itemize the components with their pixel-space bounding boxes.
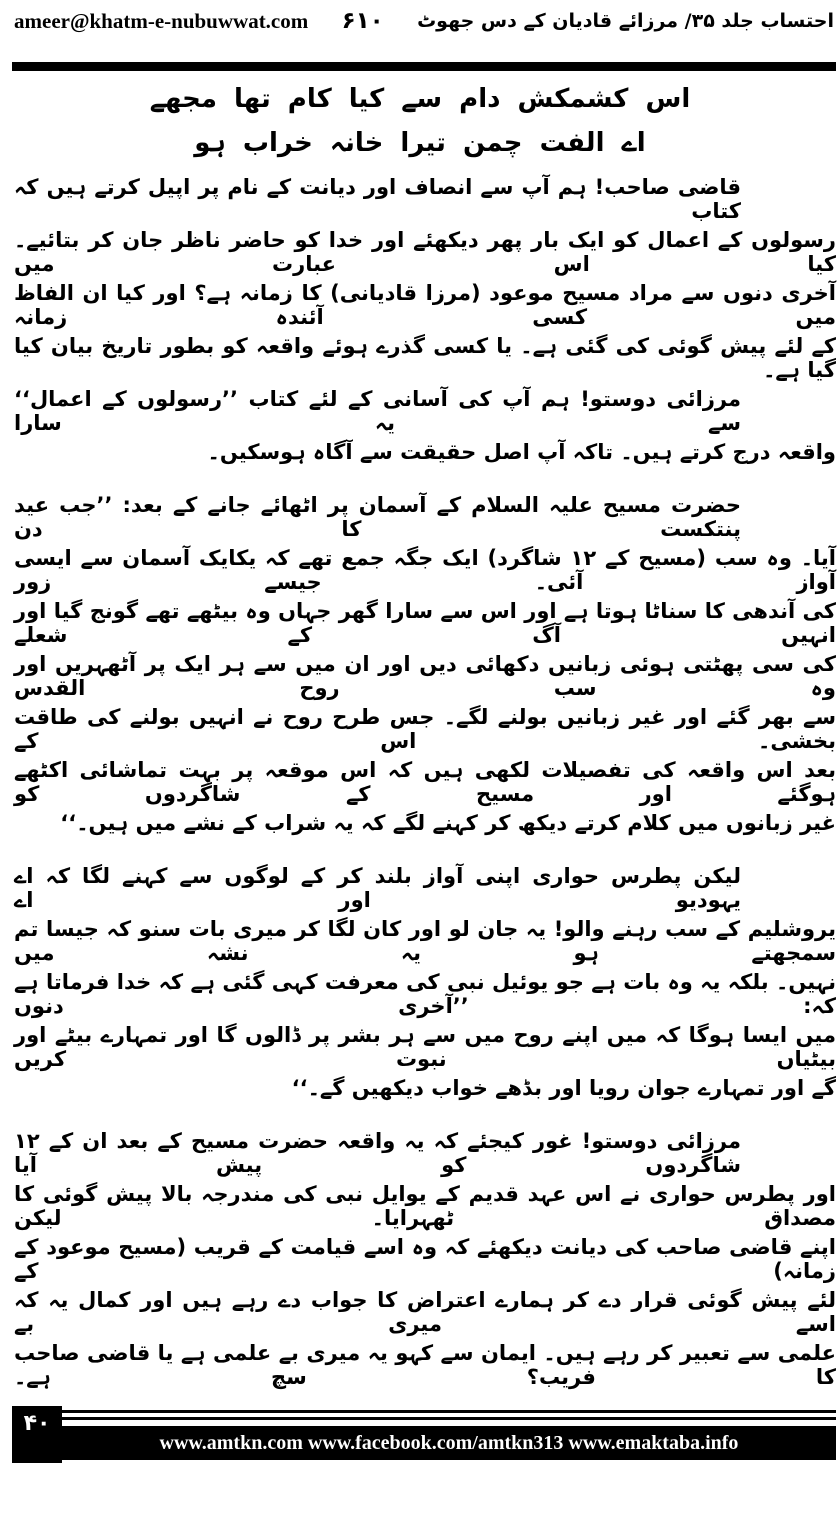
footer-rule	[62, 1417, 836, 1420]
header-page-number: ۶۱۰	[341, 8, 384, 34]
text-line: نہیں۔ بلکہ یہ وہ بات ہے جو یوئیل نبی کی معرفت کہی گئی ہے کہ خدا فرماتا ہے کہ: ’’آخری دنوں	[14, 970, 836, 1018]
paragraph-first-line: قاضی صاحب! ہم آپ سے انصاف اور دیانت کے نام پر اپیل کرتے ہیں کہ کتاب	[14, 175, 741, 223]
text-line: لئے پیش گوئی قرار دے کر ہمارے اعتراض کا جواب دے رہے ہیں اور کمال یہ کہ اسے میری بے	[14, 1288, 836, 1336]
paragraph-first-line: مرزائی دوستو! غور کیجئے کہ یہ واقعہ حضرت مسیح کے بعد ان کے ۱۲ شاگردوں کو پیش آیا	[14, 1129, 741, 1177]
text-line: واقعہ درج کرتے ہیں۔ تاکہ آپ اصل حقیقت سے آگاہ ہوسکیں۔	[207, 440, 836, 464]
text-line: کے لئے پیش گوئی کی گئی ہے۔ یا کسی گذرے ہوئے واقعہ کو بطور تاریخ بیان کیا گیا ہے۔	[14, 334, 836, 382]
text-line: اور پطرس حواری نے اس عہد قدیم کے یوایل نبی کی مندرجہ بالا پیش گوئی کا مصداق ٹھہرایا۔ لیکن	[14, 1182, 836, 1230]
paragraph-first-line: لیکن پطرس حواری اپنی آواز بلند کر کے لوگوں سے کہنے لگا کہ اے یہودیو اور اے	[14, 864, 741, 912]
couplet-line-1: اس کشمکش دام سے کیا کام تھا مجھے	[149, 84, 691, 114]
text-line: بعد اس واقعہ کی تفصیلات لکھی ہیں کہ اس موقعہ پر بہت تماشائی اکٹھے ہوگئے اور مسیح کے شاگردوں کو	[14, 758, 836, 806]
footer-rule	[62, 1410, 836, 1413]
text-line: میں ایسا ہوگا کہ میں اپنے روح میں سے ہر بشر پر ڈالوں گا اور تمہارے بیٹے اور بیٹیاں نبوت کریں	[14, 1023, 836, 1071]
text-line: غیر زبانوں میں کلام کرتے دیکھ کر کہنے لگے کہ یہ شراب کے نشے میں ہیں۔‘‘	[60, 811, 836, 835]
footer-page-number: ۴۰	[12, 1406, 62, 1463]
text-line: رسولوں کے اعمال کو ایک بار پھر دیکھئے اور خدا کو حاضر ناظر جان کر بتائیے۔ کیا اس عبارت میں	[14, 228, 836, 276]
text-line: آیا۔ وہ سب (مسیح کے ۱۲ شاگرد) ایک جگہ جمع تھے کہ یکایک آسمان سے ایسی آواز آئی۔ جیسے زور	[14, 546, 836, 594]
page-header	[0, 0, 840, 40]
paragraph-first-line: مرزائی دوستو! ہم آپ کی آسانی کے لئے کتاب ’’رسولوں کے اعمال‘‘ سے یہ سارا	[14, 387, 741, 435]
header-email: ameer@khatm-e-nubuwwat.com	[14, 8, 309, 33]
header-book-title: احتساب جلد ۳۵/ مرزائے قادیان کے دس جھوٹ	[417, 10, 834, 32]
body-text	[14, 175, 836, 1394]
text-line: کی سی پھٹتی ہوئی زبانیں دکھائی دیں اور ان میں سے ہر ایک پر آٹھہریں اور وہ سب روح القدس	[14, 652, 836, 700]
text-line: علمی سے تعبیر کر رہے ہیں۔ ایمان سے کہو یہ میری بے علمی ہے یا قاضی صاحب کا فریب؟ سچ ہے۔	[14, 1341, 836, 1389]
footer-links: www.amtkn.com www.facebook.com/amtkn313 www.emaktaba.info	[62, 1426, 836, 1460]
paragraph-first-line: حضرت مسیح علیہ السلام کے آسمان پر اٹھائے جانے کے بعد: ’’جب عید پنتکست کا دن	[14, 493, 741, 541]
text-line: گے اور تمہارے جوان رویا اور بڈھے خواب دیکھیں گے۔‘‘	[291, 1076, 836, 1100]
text-line: آخری دنوں سے مراد مسیح موعود (مرزا قادیانی) کا زمانہ ہے؟ اور کیا ان الفاظ میں کسی آئندہ زمانہ	[14, 281, 836, 329]
text-line: یروشلیم کے سب رہنے والو! یہ جان لو اور کان لگا کر میری بات سنو کہ جیسا تم سمجھتے ہو یہ نشہ میں	[14, 917, 836, 965]
text-line: اپنے قاضی صاحب کی دیانت دیکھئے کہ وہ اسے قیامت کے قریب (مسیح موعود کے زمانہ) کے	[14, 1235, 836, 1283]
text-line: سے بھر گئے اور غیر زبانیں بولنے لگے۔ جس طرح روح نے انہیں بولنے کی طاقت بخشی۔ اس کے	[14, 705, 836, 753]
text-line: کی آندھی کا سناٹا ہوتا ہے اور اس سے سارا گھر جہاں وہ بیٹھے تھے گونج گیا اور انہیں آگ کے شعلے	[14, 599, 836, 647]
footer-right	[62, 1406, 836, 1463]
couplet-line-2: اے الفت چمن تیرا خانہ خراب ہو	[194, 128, 646, 158]
page-footer	[12, 1406, 836, 1463]
header-rule	[12, 62, 836, 71]
